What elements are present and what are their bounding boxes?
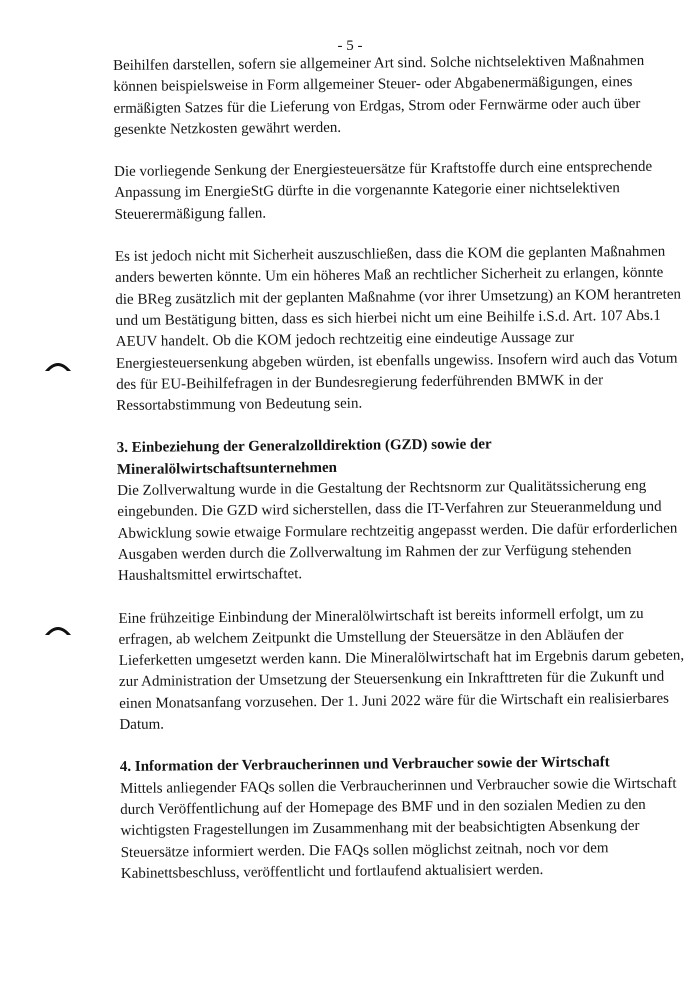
text-line: anders bewerten könnte. Um ein höheres Maß an rechtlicher Sicherheit zu erlangen, könnte bbox=[115, 265, 664, 287]
text-line: Beihilfen darstellen, sofern sie allgemeiner Art sind. Solche nichtselektiven Maßnahmen bbox=[113, 52, 645, 74]
text-line: ermäßigten Satzes für die Lieferung von Erdgas, Strom oder Fernwärme oder auch über bbox=[113, 95, 641, 117]
text-line: Steuersätze informiert werden. Die FAQs sollen möglichst zeitnah, noch vor dem bbox=[120, 839, 609, 861]
text-line: und um Bestätigung bitten, dass es sich hierbei nicht um eine Beihilfe i.S.d. Art. 107 Abs.1 bbox=[115, 307, 661, 329]
text-line: Kabinettsbeschluss, veröffentlicht und fortlaufend aktualisiert werden. bbox=[120, 861, 544, 882]
text-line: gesenkte Netzkosten gewährt werden. bbox=[113, 119, 342, 138]
page-number: - 5 - bbox=[337, 38, 363, 54]
text-line: einen Monatsanfang vorzusehen. Der 1. Juni 2022 wäre für die Wirtschaft ein realisierbares bbox=[119, 690, 670, 712]
paragraph-kom bbox=[114, 242, 682, 418]
document-body bbox=[113, 51, 685, 885]
text-line: Ausgaben werden durch die Zollverwaltung im Rahmen der zur Verfügung stehenden bbox=[117, 541, 632, 563]
text-line: Die vorliegende Senkung der Energiesteuersätze für Kraftstoffe durch eine entsprechende bbox=[114, 159, 653, 181]
heading-line: 3. Einbeziehung der Generalzolldirektion (GZD) sowie der bbox=[116, 436, 492, 457]
text-line: die BReg zusätzlich mit der geplanten Maßnahme (vor ihrer Umsetzung) an KOM herantreten bbox=[115, 286, 682, 308]
text-line: durch Veröffentlichung auf der Homepage des BMF und in den sozialen Medien zu den bbox=[120, 796, 646, 818]
heading-line: 4. Information der Verbraucherinnen und Verbraucher sowie der Wirtschaft bbox=[119, 754, 610, 776]
text-line: Steuerermäßigung fallen. bbox=[114, 205, 267, 223]
section-heading-3 bbox=[117, 433, 657, 481]
text-line: können beispielsweise in Form allgemeiner Steuer- oder Abgabenermäßigungen, eines bbox=[113, 74, 633, 96]
text-line: Es ist jedoch nicht mit Sicherheit auszuschließen, dass die KOM die geplanten Maßnahmen bbox=[114, 243, 666, 266]
text-line: erfragen, ab welchem Zeitpunkt die Umstellung der Steuersätze in den Abläufen der bbox=[118, 626, 624, 648]
text-line: eingebunden. Die GZD wird sicherstellen, dass die IT-Verfahren zur Steueranmeldung und bbox=[117, 499, 662, 521]
text-line: Haushaltsmittel erwirtschaftet. bbox=[117, 566, 303, 585]
paragraph-beihilfen bbox=[113, 51, 654, 141]
text-line: AEUV handelt. Ob die KOM jedoch rechtzeitig eine eindeutige Aussage zur bbox=[115, 329, 575, 351]
paragraph-energiesteuer bbox=[114, 157, 655, 226]
text-line: Energiesteuersenkung abgeben würden, ist ebenfalls ungewiss. Insofern wird auch das Votum bbox=[115, 350, 678, 372]
text-line: Eine frühzeitige Einbindung der Mineralölwirtschaft ist bereits informell erfolgt, um zu bbox=[118, 605, 644, 627]
text-line: zur Administration der Umsetzung der Steuersenkung ein Inkrafttreten für die Zukunft und bbox=[118, 669, 665, 691]
text-line: Abwicklung sowie etwaige Formulare rechtzeitig angepasst werden. Die dafür erforderlichen bbox=[117, 520, 678, 542]
heading-line: Mineralölwirtschaftsunternehmen bbox=[116, 459, 338, 478]
punch-hole-mark-top bbox=[43, 358, 73, 372]
text-line: Ressortabstimmung von Bedeutung sein. bbox=[116, 395, 363, 415]
text-line: Mittels anliegender FAQs sollen die Verbraucherinnen und Verbraucher sowie die Wirtschaft bbox=[119, 775, 677, 797]
text-line: Datum. bbox=[119, 716, 165, 733]
paragraph-faqs bbox=[119, 773, 677, 885]
text-line: wichtigsten Fragestellungen im Zusammenhang mit der beabsichtigten Absenkung der bbox=[120, 818, 640, 840]
text-line: des für EU-Beihilfefragen in der Bundesregierung federführenden BMWK in der bbox=[116, 372, 604, 393]
punch-hole-mark-bottom bbox=[43, 622, 73, 636]
paragraph-mineraloelwirtschaft bbox=[118, 603, 685, 736]
paragraph-zollverwaltung bbox=[117, 476, 678, 588]
text-line: Anpassung im EnergieStG dürfte in die vorgenannte Kategorie einer nichtselektiven bbox=[114, 180, 620, 202]
text-line: Die Zollverwaltung wurde in die Gestaltung der Rechtsnorm zur Qualitätssicherung eng bbox=[117, 477, 647, 500]
text-line: Lieferketten umgesetzt werden kann. Die Mineralölwirtschaft hat im Ergebnis darum gebeten, bbox=[118, 647, 685, 670]
